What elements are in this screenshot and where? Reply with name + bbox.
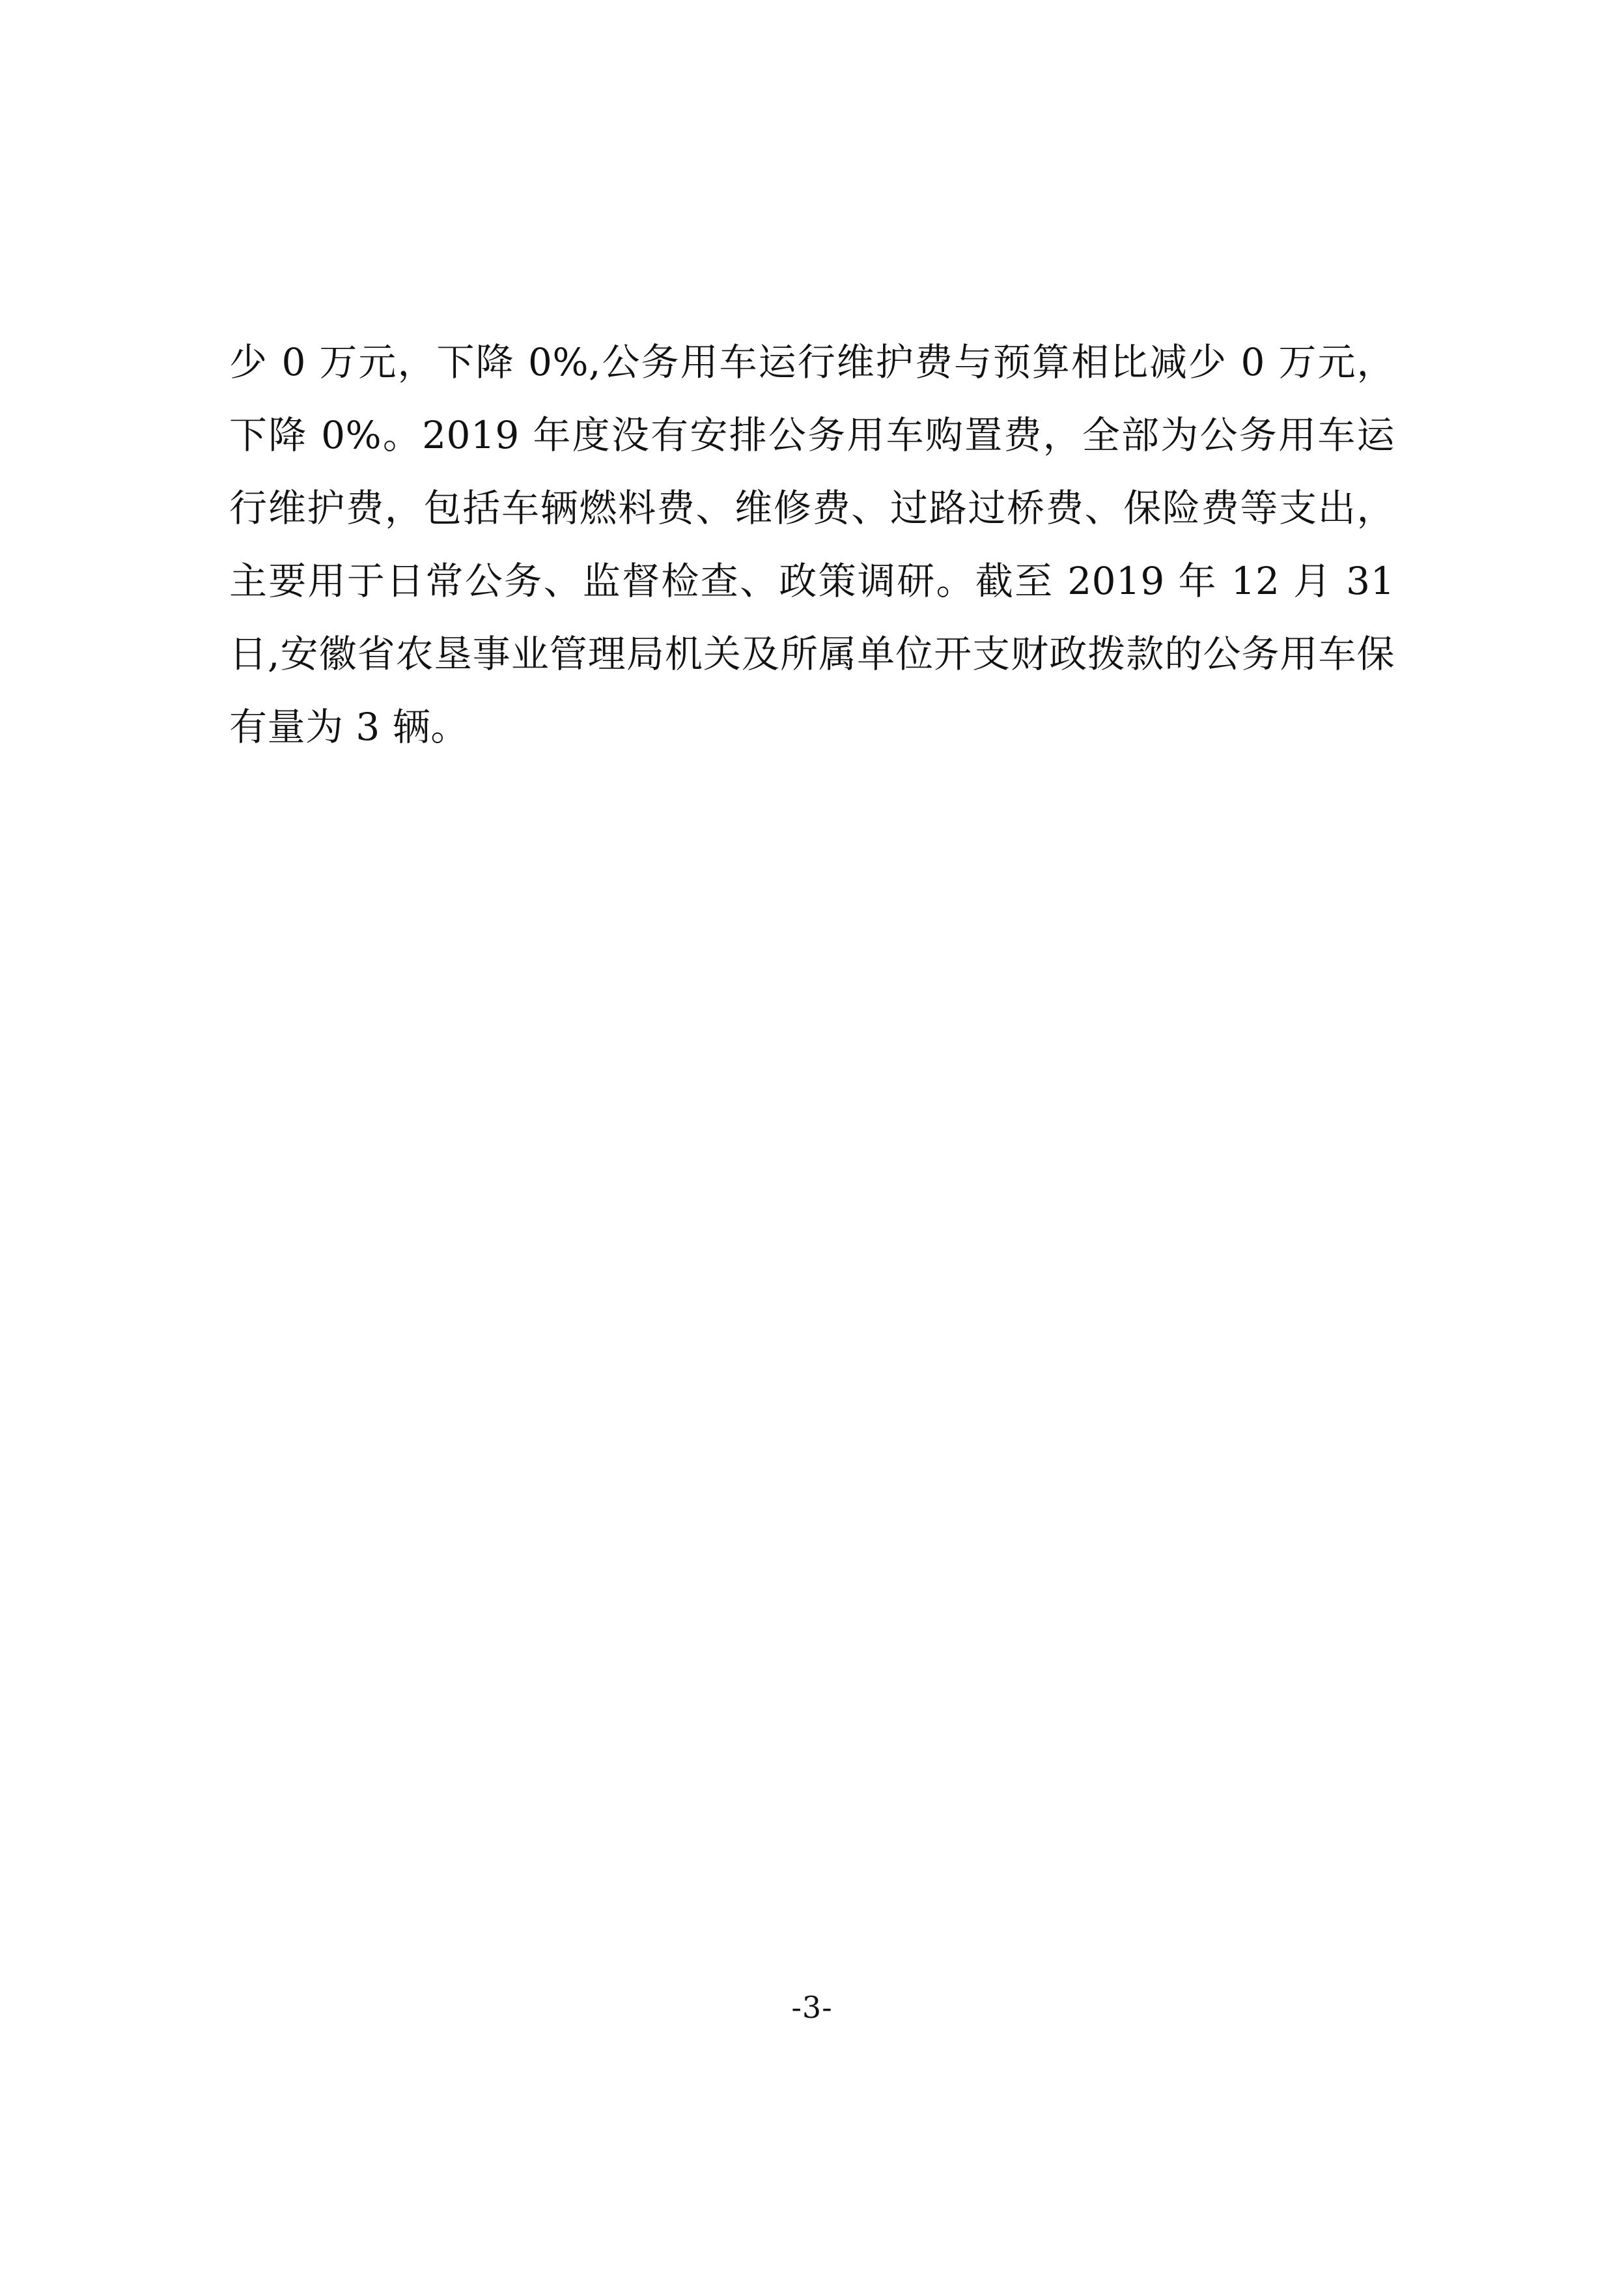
page-number: -3- — [791, 1990, 833, 2025]
page-content — [229, 326, 1407, 763]
body-paragraph: 少 0 万元，下降 0%,公务用车运行维护费与预算相比减少 0 万元，下降 0%。2019 年度没有安排公务用车购置费，全部为公务用车运行维护费，包括车辆燃料费、维修费、过路过桥费、保险费等支出，主要用于日常公务、监督检查、政策调研。截至 2019 年 12 月 31 日,安徽省农垦事业管理局机关及所属单位开支财政拨款的公务用车保有量为 3 辆。 — [229, 340, 1407, 749]
